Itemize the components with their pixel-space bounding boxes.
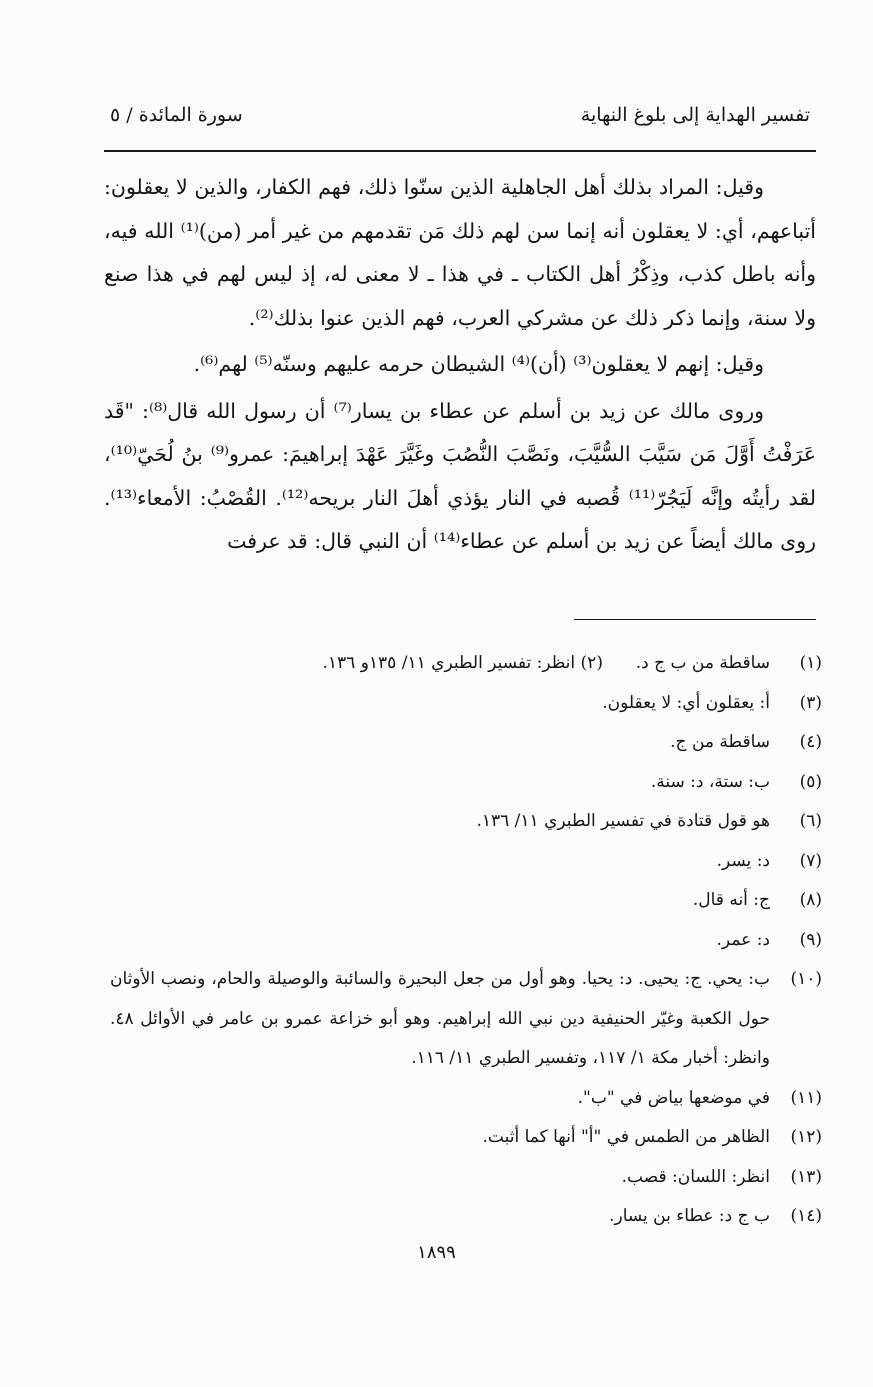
footnote-number: (٩) [799,929,822,950]
footnote-number: (٧) [799,850,822,871]
footnote-number: (٥) [799,771,822,792]
running-header [110,104,810,126]
footnote-divider [574,619,816,620]
footnote-text: أ: يعقلون أي: لا يعقلون. [602,692,770,713]
footnote-number: (٨) [799,890,822,910]
book-title: تفسير الهداية إلى بلوغ النهاية [580,104,810,126]
footnote-text: في موضعها بياض في "ب". [577,1087,770,1108]
footnote-text: ب: يحي. ج: يحيى. د: يحيا. وهو أول من جعل البحيرة والسائبة والوصيلة والحام، ونصب الأوثان حول الكعبة وغيّر الحنيفية دين نبي الله إبراهيم. وهو أبو خزاعة عمرو بن عامر في الأوائل ٤٨. وانظر: أخبار مكة ١/ ١١٧، وتفسير الطبري ١١/ ١١٦. [110,969,770,1068]
footnote-item [110,723,822,763]
footnote-number: (٣) [799,692,822,713]
footnote-item [110,921,822,961]
footnote-item [110,1079,822,1119]
header-divider [104,150,816,152]
footnote-item [110,684,822,724]
page-number: ١٨٩٩ [417,1242,456,1263]
footnote-item [110,1118,822,1158]
footnote-text: انظر: تفسير الطبري ١١/ ١٣٥و ١٣٦. [322,653,576,673]
footnote-text: انظر: اللسان: قصب. [621,1166,770,1187]
footnote-text: ساقطة من ج. [670,732,770,752]
footnote-number: (١٠) [790,969,822,989]
footnote-item [110,1158,822,1198]
footnote-number: (٢) [580,653,603,673]
footnote-number: (١) [799,653,822,673]
paragraph: وروى مالك عن زيد بن أسلم عن عطاء بن يسار⁽⁷⁾ أن رسول الله قال⁽⁸⁾: "قَد عَرَفْتُ أَوَّلَ مَن سَيَّبَ السُّيَّبَ، ونَصَّبَ النُّصُبَ وغَيَّرَ عَهْدَ إبراهيمَ: عمرو⁽⁹⁾ بنُ لُحَيّ⁽¹⁰⁾، لقد رأيتُه وإنَّه لَيَجُرّ⁽¹¹⁾ قُصبه في النار يؤذي أهلَ النار بريحه⁽¹²⁾. القُصْبُ: الأمعاء⁽¹³⁾. روى مالك أيضاً عن زيد بن أسلم عن عطاء⁽¹⁴⁾ أن النبي قال: قد عرفت [104,398,816,553]
footnote-text: د: عمر. [716,929,770,950]
footnote-item [110,842,822,882]
footnote-text: ب: ستة، د: سنة. [650,771,770,792]
footnote-text: ساقطة من ب ج د. [635,653,770,673]
footnote-number: (٤) [799,732,822,752]
footnote-number: (٦) [799,811,822,831]
footnote-number: (١٣) [790,1166,822,1187]
footnote-number: (١١) [790,1087,822,1108]
footnote-item [110,1197,822,1237]
footnote-number: (١٤) [790,1206,822,1226]
footnotes [110,644,822,1237]
footnote-text: د: يسر. [716,850,770,871]
main-text [104,166,816,564]
footnote-text: ب ج د: عطاء بن يسار. [609,1206,770,1226]
footnote-text: هو قول قتادة في تفسير الطبري ١١/ ١٣٦. [476,811,770,831]
footnote-item [110,763,822,803]
footnote-item [110,644,822,684]
footnote-item [110,881,822,921]
footnote-item [110,802,822,842]
surah-label: سورة المائدة / ٥ [110,104,243,126]
footnote-number: (١٢) [790,1127,822,1147]
footnote-text: ج: أنه قال. [692,890,770,910]
paragraph: وقيل: إنهم لا يعقلون⁽³⁾ (أن)⁽⁴⁾ الشيطان حرمه عليهم وسنّه⁽⁵⁾ لهم⁽⁶⁾. [193,352,764,376]
footnote-item [110,960,822,1079]
footnote-text: الظاهر من الطمس في "أ" أنها كما أثبت. [482,1127,770,1147]
paragraph: وقيل: المراد بذلك أهل الجاهلية الذين سنّوا ذلك، فهم الكفار، والذين لا يعقلون: أتباعهم، أي: لا يعقلون أنه إنما سن لهم ذلك مَن تقدمهم من غير أمر (من)⁽¹⁾ الله فيه، وأنه باطل كذب، وذِكْرُ أهل الكتاب ـ في هذا ـ لا معنى له، إذ ليس لهم في هذا صنع ولا سنة، وإنما ذكر ذلك عن مشركي العرب، فهم الذين عنوا بذلك⁽²⁾. [104,175,816,330]
